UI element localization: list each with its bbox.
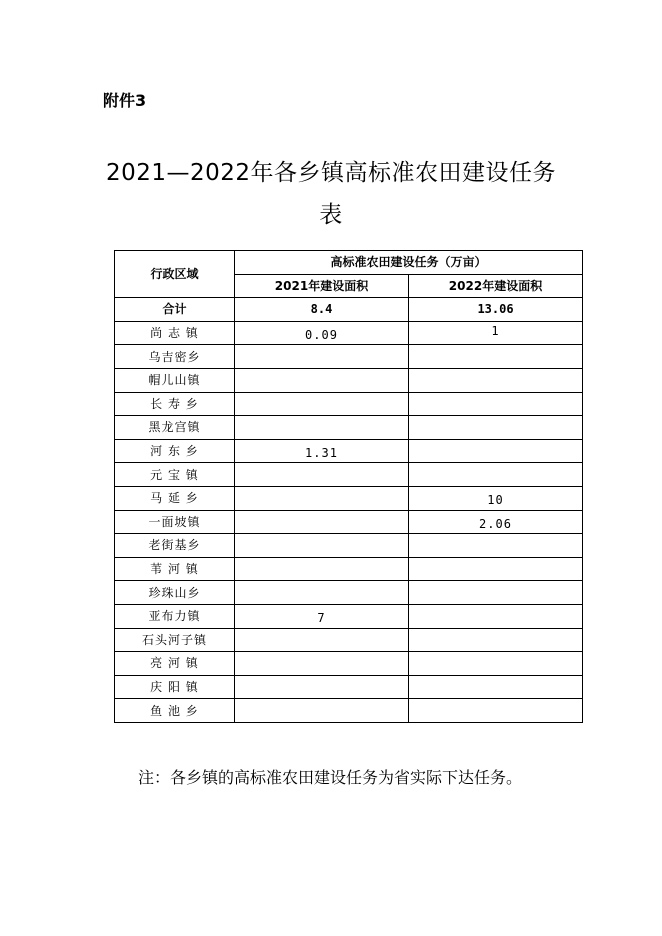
cell-2022-area [409, 534, 583, 558]
table-row [115, 604, 583, 628]
cell-2022-area [409, 368, 583, 392]
table-row [115, 416, 583, 440]
header-2021-area: 2021年建设面积 [235, 274, 409, 298]
cell-2021-area [235, 321, 409, 345]
cell-2021-area [235, 628, 409, 652]
cell-2021-area [235, 368, 409, 392]
header-task-group: 高标准农田建设任务（万亩） [235, 251, 583, 275]
cell-2021-area [235, 699, 409, 723]
table-row [115, 345, 583, 369]
cell-2022-area [409, 628, 583, 652]
cell-2022-area [409, 604, 583, 628]
table-row [115, 321, 583, 345]
cell-2021-area [235, 416, 409, 440]
table-row [115, 463, 583, 487]
cell-2022-area [409, 581, 583, 605]
region-name: 亮 河 镇 [115, 652, 235, 676]
table-row [115, 557, 583, 581]
cell-2021-area [235, 392, 409, 416]
cell-2021-area [235, 675, 409, 699]
cell-2021-area [235, 652, 409, 676]
attachment-label: 附件3 [103, 91, 147, 110]
table-row [115, 510, 583, 534]
cell-2022-area [409, 416, 583, 440]
cell-2021-area [235, 463, 409, 487]
value-2021: 0.09 [305, 328, 338, 343]
region-name: 尚 志 镇 [115, 321, 235, 345]
value-2021: 1.31 [305, 446, 338, 461]
table-row [115, 534, 583, 558]
cell-2022-area [409, 557, 583, 581]
region-name: 元 宝 镇 [115, 463, 235, 487]
document-title-line1: 2021—2022年各乡镇高标准农田建设任务 [105, 160, 557, 186]
table-row [115, 486, 583, 510]
cell-2022-area [409, 486, 583, 510]
region-name: 马 延 乡 [115, 486, 235, 510]
region-name: 河 东 乡 [115, 439, 235, 463]
cell-2022-area [409, 510, 583, 534]
document-title-line2: 表 [319, 202, 343, 228]
value-2022: 10 [487, 493, 504, 508]
region-name: 老街基乡 [115, 534, 235, 558]
region-name: 鱼 池 乡 [115, 699, 235, 723]
header-region: 行政区域 [115, 251, 235, 298]
region-name: 庆 阳 镇 [115, 675, 235, 699]
total-2021: 8.4 [235, 298, 409, 322]
cell-2022-area [409, 463, 583, 487]
cell-2021-area [235, 486, 409, 510]
region-name: 石头河子镇 [115, 628, 235, 652]
cell-2022-area [409, 675, 583, 699]
cell-2022-area [409, 392, 583, 416]
table-row [115, 652, 583, 676]
cell-2021-area [235, 345, 409, 369]
header-2022-area: 2022年建设面积 [409, 274, 583, 298]
cell-2022-area [409, 345, 583, 369]
region-name: 亚布力镇 [115, 604, 235, 628]
table-row [115, 392, 583, 416]
region-name: 帽儿山镇 [115, 368, 235, 392]
table-row [115, 439, 583, 463]
construction-task-table [114, 250, 583, 723]
table-row [115, 699, 583, 723]
table-row [115, 628, 583, 652]
cell-2021-area [235, 604, 409, 628]
region-name: 一面坡镇 [115, 510, 235, 534]
table-total-row [115, 298, 583, 322]
region-name: 珍珠山乡 [115, 581, 235, 605]
cell-2022-area [409, 439, 583, 463]
table-row [115, 581, 583, 605]
cell-2022-area [409, 699, 583, 723]
cell-2021-area [235, 439, 409, 463]
value-2022: 2.06 [479, 516, 512, 531]
cell-2021-area [235, 581, 409, 605]
cell-2021-area [235, 557, 409, 581]
cell-2022-area [409, 652, 583, 676]
cell-2022-area [409, 321, 583, 345]
cell-2021-area [235, 510, 409, 534]
region-name: 苇 河 镇 [115, 557, 235, 581]
value-2021: 7 [317, 611, 326, 626]
table-row [115, 368, 583, 392]
table-header-row [115, 251, 583, 275]
cell-2021-area [235, 534, 409, 558]
footnote: 注：各乡镇的高标准农田建设任务为省实际下达任务。 [138, 768, 523, 787]
table-row [115, 675, 583, 699]
total-label: 合计 [115, 298, 235, 322]
region-name: 乌吉密乡 [115, 345, 235, 369]
value-2022: 1 [491, 324, 500, 339]
total-2022: 13.06 [409, 298, 583, 322]
region-name: 长 寿 乡 [115, 392, 235, 416]
region-name: 黑龙宫镇 [115, 416, 235, 440]
